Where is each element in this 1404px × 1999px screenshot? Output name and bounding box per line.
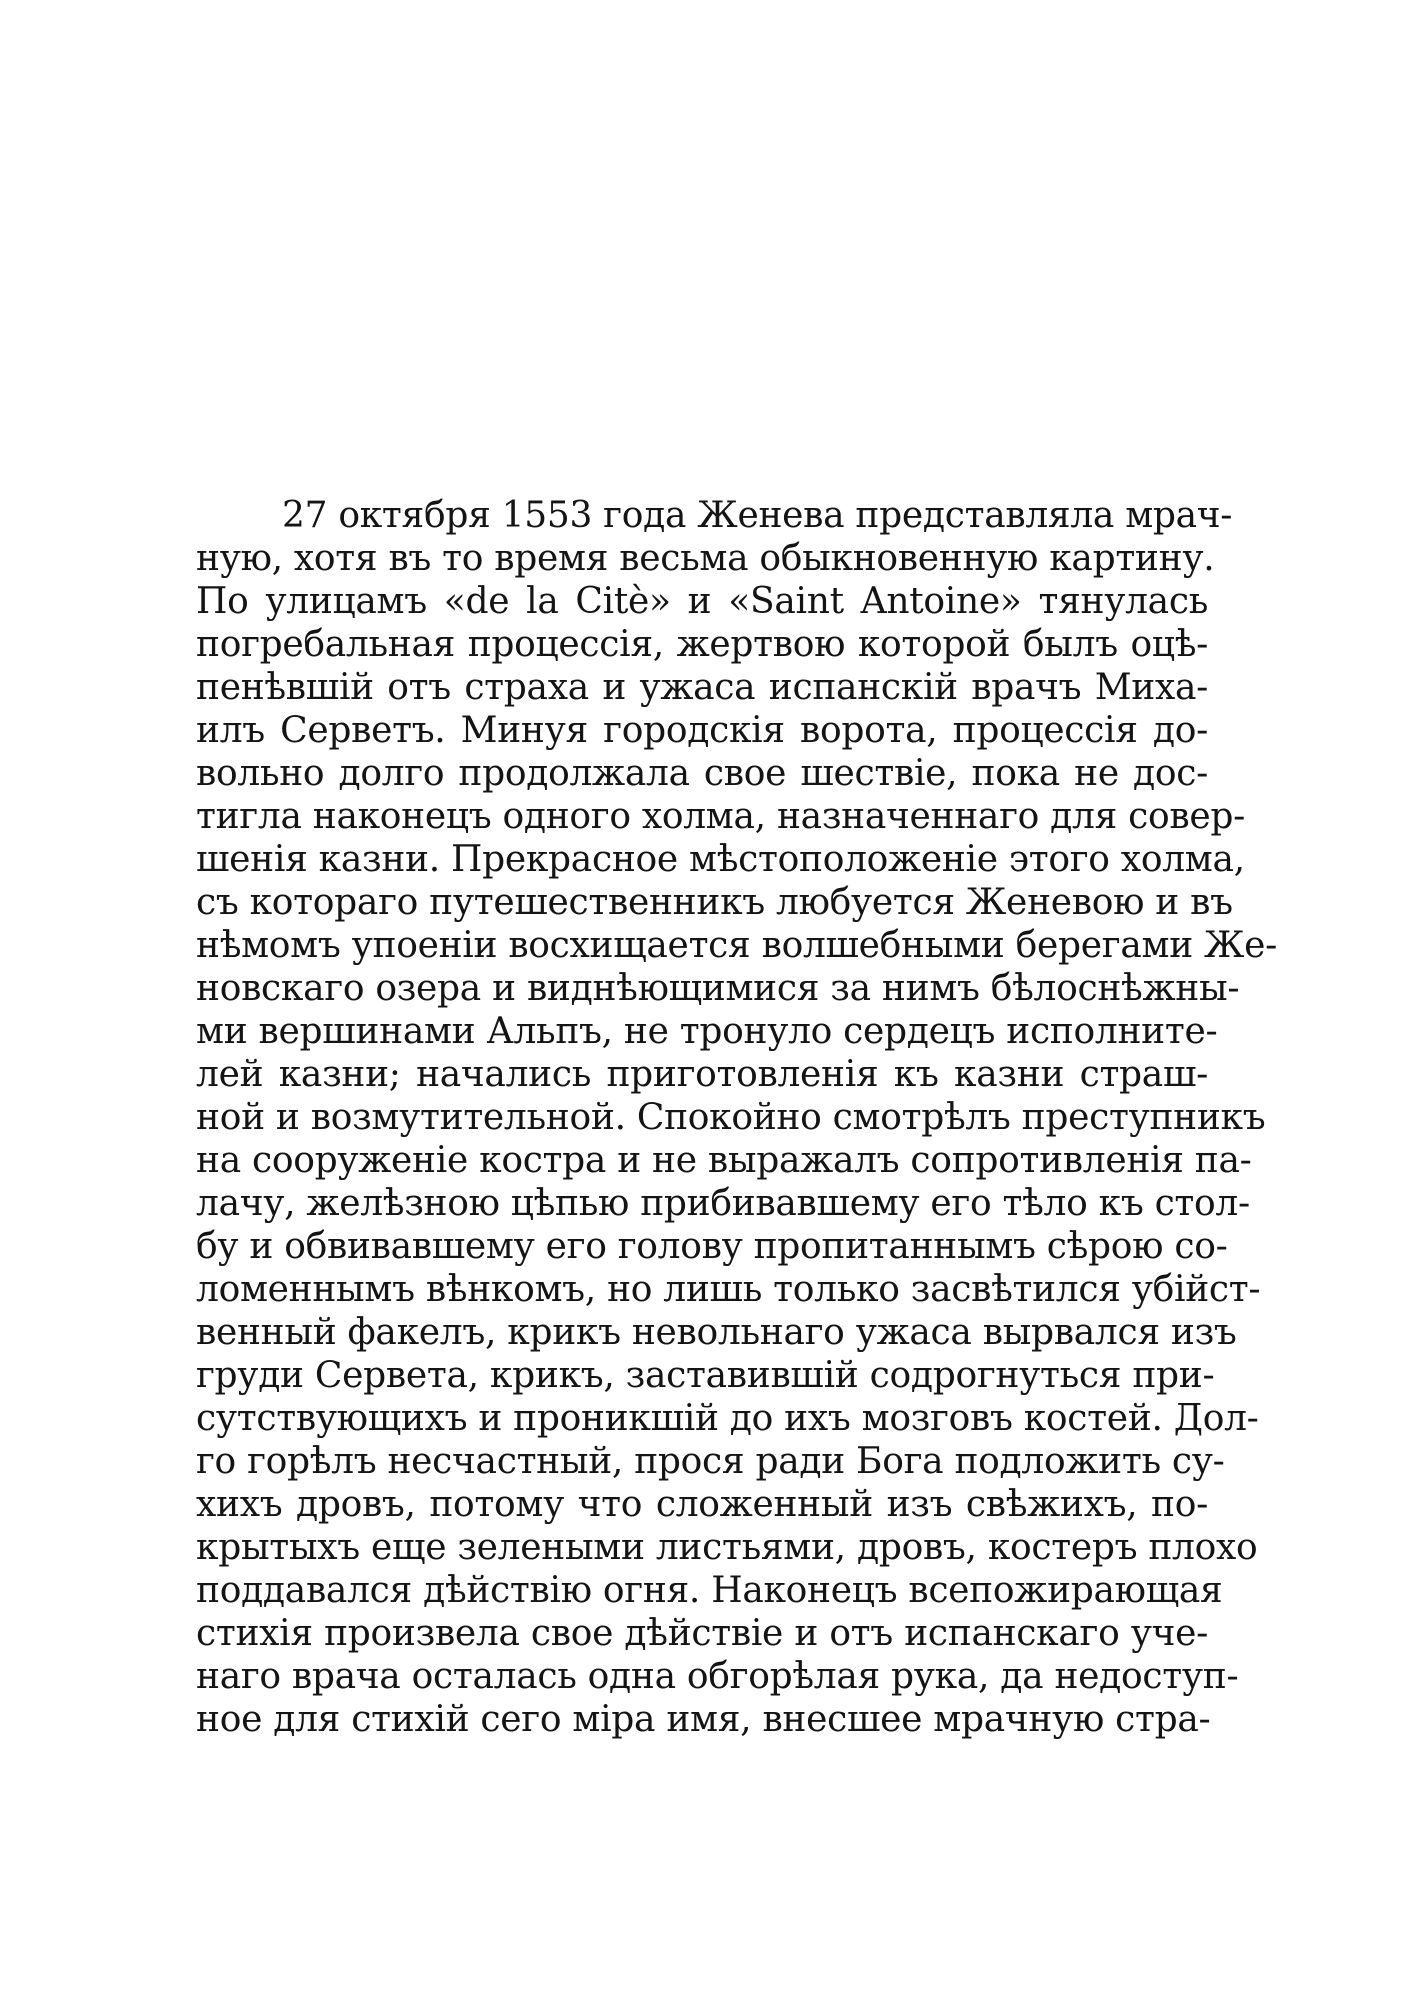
text-line: хихъ дровъ, потому что сложенный изъ свѣжихъ, по- bbox=[196, 1484, 1208, 1525]
text-line: шенія казни. Прекрасное мѣстоположеніе этого холма, bbox=[196, 839, 1245, 880]
text-line: 27 октября 1553 года Женева представляла мрач- bbox=[282, 495, 1233, 536]
text-line: на сооруженіе костра и не выражалъ сопротивленія па- bbox=[196, 1140, 1252, 1181]
text-line: ную, хотя въ то время весьма обыкновенную картину. bbox=[196, 538, 1215, 579]
body-paragraph bbox=[196, 494, 1278, 1741]
text-line: ной и возмутительной. Спокойно смотрѣлъ преступникъ bbox=[196, 1097, 1266, 1138]
text-line: бу и обвивавшему его голову пропитаннымъ сѣрою со- bbox=[196, 1226, 1228, 1267]
text-line: съ котораго путешественникъ любуется Женевою и въ bbox=[196, 882, 1233, 923]
text-line: илъ Серветъ. Минуя городскія ворота, процессія до- bbox=[196, 710, 1208, 751]
text-line: новскаго озера и виднѣющимися за нимъ бѣлоснѣжны- bbox=[196, 968, 1240, 1009]
text-line: погребальная процессія, жертвою которой былъ оцѣ- bbox=[196, 624, 1208, 665]
text-line: лачу, желѣзною цѣпью прибивавшему его тѣло къ стол- bbox=[196, 1183, 1250, 1224]
text-line: крытыхъ еще зелеными листьями, дровъ, костеръ плохо bbox=[196, 1527, 1258, 1568]
text-line: лей казни; начались приготовленія къ казни страш- bbox=[196, 1054, 1208, 1095]
text-line: нѣмомъ упоеніи восхищается волшебными берегами Же- bbox=[196, 925, 1278, 966]
text-line: ломеннымъ вѣнкомъ, но лишь только засвѣтился убійст- bbox=[196, 1269, 1261, 1310]
text-line: наго врача осталась одна обгорѣлая рука, да недоступ- bbox=[196, 1656, 1239, 1697]
text-line: венный факелъ, крикъ невольнаго ужаса вырвался изъ bbox=[196, 1312, 1237, 1353]
text-line: сутствующихъ и проникшій до ихъ мозговъ костей. Дол- bbox=[196, 1398, 1259, 1439]
text-line: ное для стихій сего міра имя, внесшее мрачную стра- bbox=[196, 1699, 1211, 1740]
text-line: стихія произвела свое дѣйствіе и отъ испанскаго уче- bbox=[196, 1613, 1208, 1654]
text-line: ми вершинами Альпъ, не тронуло сердецъ исполните- bbox=[196, 1011, 1218, 1052]
text-line: пенѣвшій отъ страха и ужаса испанскій врачъ Миха- bbox=[196, 667, 1208, 708]
text-line: поддавался дѣйствію огня. Наконецъ всепожирающая bbox=[196, 1570, 1223, 1611]
text-line: По улицамъ «de la Citè» и «Saint Antoine» тянулась bbox=[196, 581, 1208, 622]
text-line: вольно долго продолжала свое шествіе, пока не дос- bbox=[196, 753, 1208, 794]
text-line: го горѣлъ несчастный, прося ради Бога подложить су- bbox=[196, 1441, 1225, 1482]
text-line: тигла наконецъ одного холма, назначеннаго для совер- bbox=[196, 796, 1245, 837]
text-line: груди Сервета, крикъ, заставившій содрогнуться при- bbox=[196, 1355, 1215, 1396]
